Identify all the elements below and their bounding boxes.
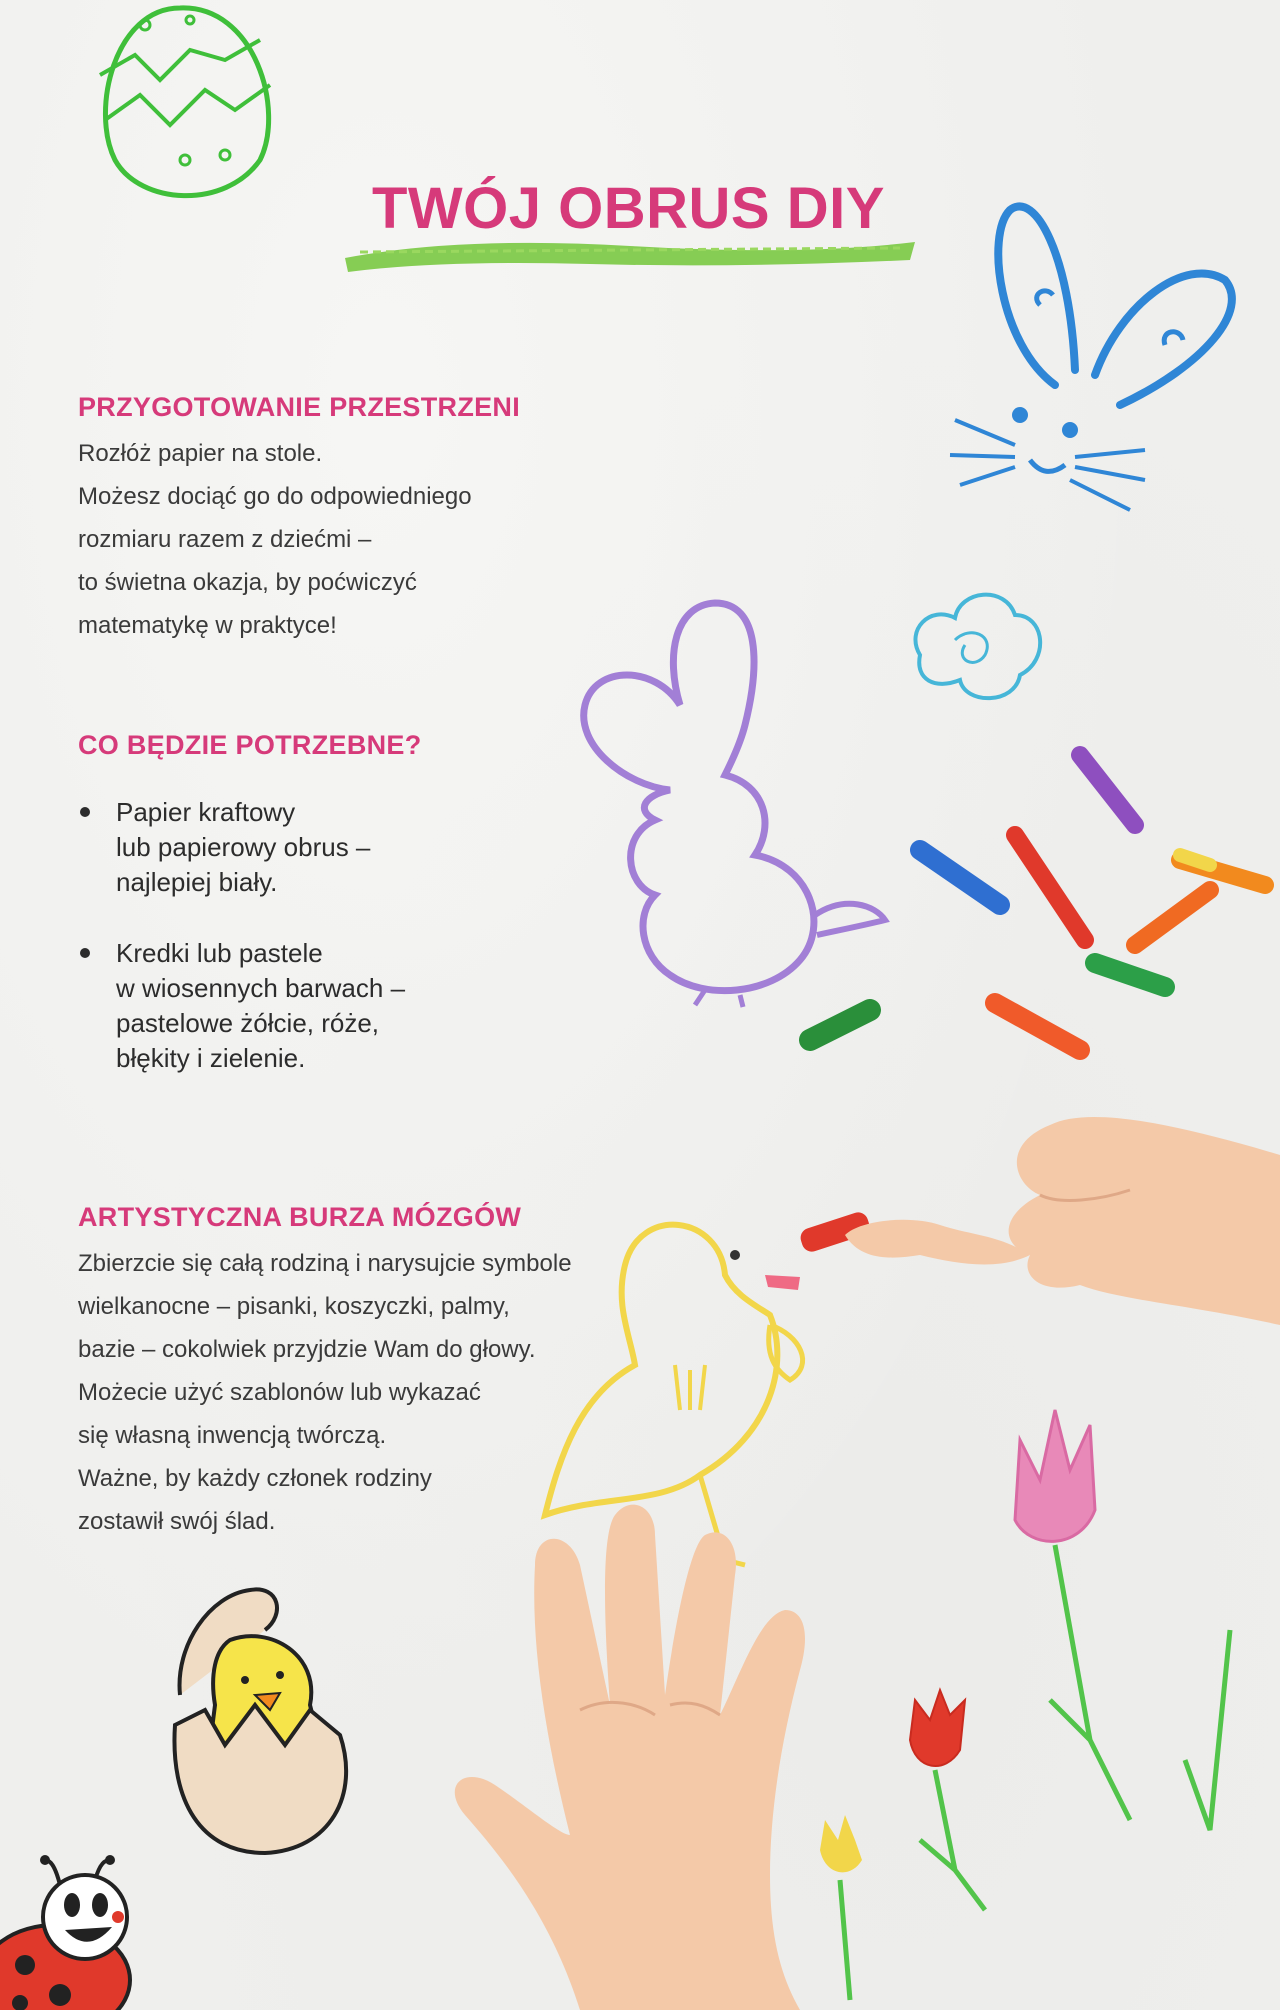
list-item	[78, 936, 498, 1076]
paragraph-line: Ważne, by każdy członek rodziny	[78, 1465, 432, 1492]
cloud-scribble-icon	[900, 580, 1050, 715]
paragraph-line: Możesz dociąć go do odpowiedniego	[78, 483, 472, 510]
needs-list	[78, 795, 498, 1112]
paragraph-line: Możecie użyć szablonów lub wykazać	[78, 1379, 481, 1406]
hatching-chick-drawing-icon	[170, 1585, 370, 1860]
list-item-line: lub papierowy obrus –	[116, 832, 371, 862]
paragraph-line: Zbierzcie się całą rodziną i narysujcie symbole	[78, 1250, 572, 1277]
list-item	[78, 795, 498, 900]
list-item-line: Papier kraftowy	[116, 797, 296, 827]
list-item-line: najlepiej biały.	[116, 867, 278, 897]
paragraph-line: Rozłóż papier na stole.	[78, 440, 323, 467]
bullet-icon	[80, 948, 90, 958]
preparation-paragraph	[78, 432, 472, 647]
list-item-line: Kredki lub pastele	[116, 938, 323, 968]
easter-egg-drawing-icon	[75, 0, 285, 215]
needs-heading: CO BĘDZIE POTRZEBNE?	[78, 730, 422, 760]
paragraph-line: wielkanocne – pisanki, koszyczki, palmy,	[78, 1293, 510, 1320]
preparation-heading: PRZYGOTOWANIE PRZESTRZENI	[78, 392, 521, 422]
list-item-line: błękity i zielenie.	[116, 1043, 306, 1073]
paragraph-line: matematykę w praktyce!	[78, 612, 337, 639]
crayons-icon	[790, 735, 1280, 1075]
list-item-line: w wiosennych barwach –	[116, 973, 406, 1003]
page-title: TWÓJ OBRUS DIY	[372, 176, 885, 241]
brainstorm-heading: ARTYSTYCZNA BURZA MÓZGÓW	[78, 1202, 522, 1232]
paragraph-line: to świetna okazja, by poćwiczyć	[78, 569, 417, 596]
paragraph-line: bazie – cokolwiek przyjdzie Wam do głowy.	[78, 1336, 536, 1363]
list-item-line: pastelowe żółcie, róże,	[116, 1008, 380, 1038]
bullet-icon	[80, 807, 90, 817]
ladybug-mascot-icon	[0, 1855, 160, 2010]
paragraph-line: rozmiaru razem z dziećmi –	[78, 526, 372, 553]
paragraph-line: się własną inwencją twórczą.	[78, 1422, 387, 1449]
brainstorm-paragraph	[78, 1242, 572, 1543]
paragraph-line: zostawił swój ślad.	[78, 1508, 276, 1535]
bunny-face-drawing-icon	[945, 195, 1245, 525]
child-hands-icon	[440, 1095, 1280, 2010]
